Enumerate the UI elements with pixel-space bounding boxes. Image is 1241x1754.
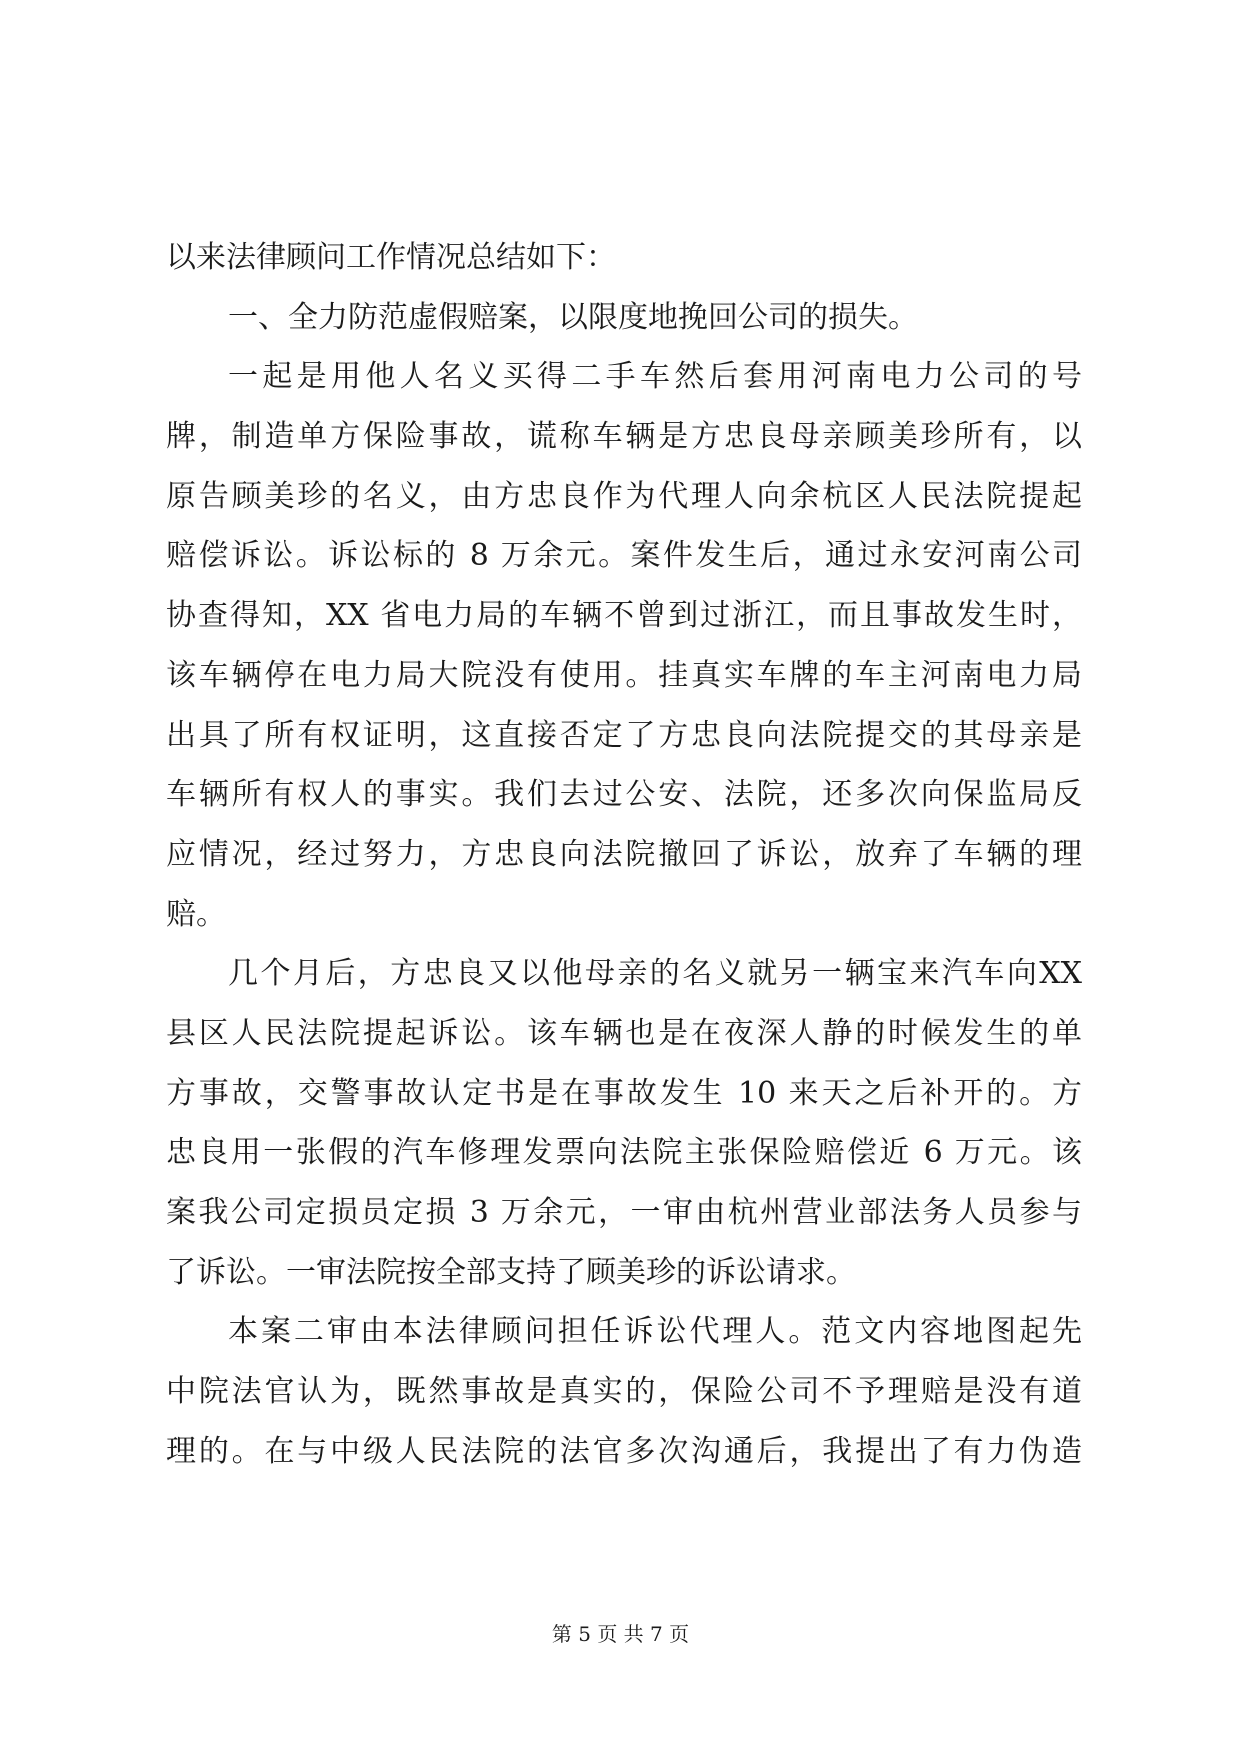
text-line: 原告顾美珍的名义，由方忠良作为代理人向余杭区人民法院提起 [166,478,1082,514]
text-line: 理的。在与中级人民法院的法官多次沟通后，我提出了有力伪造 [166,1433,1082,1469]
text-line: 方事故，交警事故认定书是在事故发生 10 来天之后补开的。方 [166,1075,1082,1111]
page-number-footer: 第 5 页 共 7 页 [551,1622,690,1646]
text-line: 协查得知，XX 省电力局的车辆不曾到过浙江，而且事故发生时， [166,598,1082,634]
text-line: 赔。 [166,896,226,932]
text-line: 该车辆停在电力局大院没有使用。挂真实车牌的车主河南电力局 [166,657,1082,693]
text-line: 赔偿诉讼。诉讼标的 8 万余元。案件发生后，通过永安河南公司 [166,538,1082,574]
text-line: 以来法律顾问工作情况总结如下： [166,240,616,275]
text-line: 应情况，经过努力，方忠良向法院撤回了诉讼，放弃了车辆的理 [166,836,1082,872]
text-line: 牌，制造单方保险事故，谎称车辆是方忠良母亲顾美珍所有，以 [166,419,1082,455]
text-line: 忠良用一张假的汽车修理发票向法院主张保险赔偿近 6 万元。该 [166,1135,1082,1171]
text-line: 本案二审由本法律顾问担任诉讼代理人。范文内容地图起先 [228,1314,1082,1350]
text-line: 案我公司定损员定损 3 万余元，一审由杭州营业部法务人员参与 [166,1195,1082,1230]
text-line: 出具了所有权证明，这直接否定了方忠良向法院提交的其母亲是 [166,717,1082,753]
document-body [166,228,1082,1481]
text-line: 几个月后，方忠良又以他母亲的名义就另一辆宝来汽车向XX [228,956,1082,992]
text-line: 县区人民法院提起诉讼。该车辆也是在夜深人静的时候发生的单 [166,1015,1082,1051]
text-line: 一起是用他人名义买得二手车然后套用河南电力公司的号 [228,359,1082,395]
section-heading: 一、全力防范虚假赔案，以限度地挽回公司的损失。 [228,299,918,335]
text-line: 了诉讼。一审法院按全部支持了顾美珍的诉讼请求。 [166,1254,856,1290]
text-line: 中院法官认为，既然事故是真实的，保险公司不予理赔是没有道 [166,1374,1082,1410]
text-line: 车辆所有权人的事实。我们去过公安、法院，还多次向保监局反 [166,777,1082,813]
